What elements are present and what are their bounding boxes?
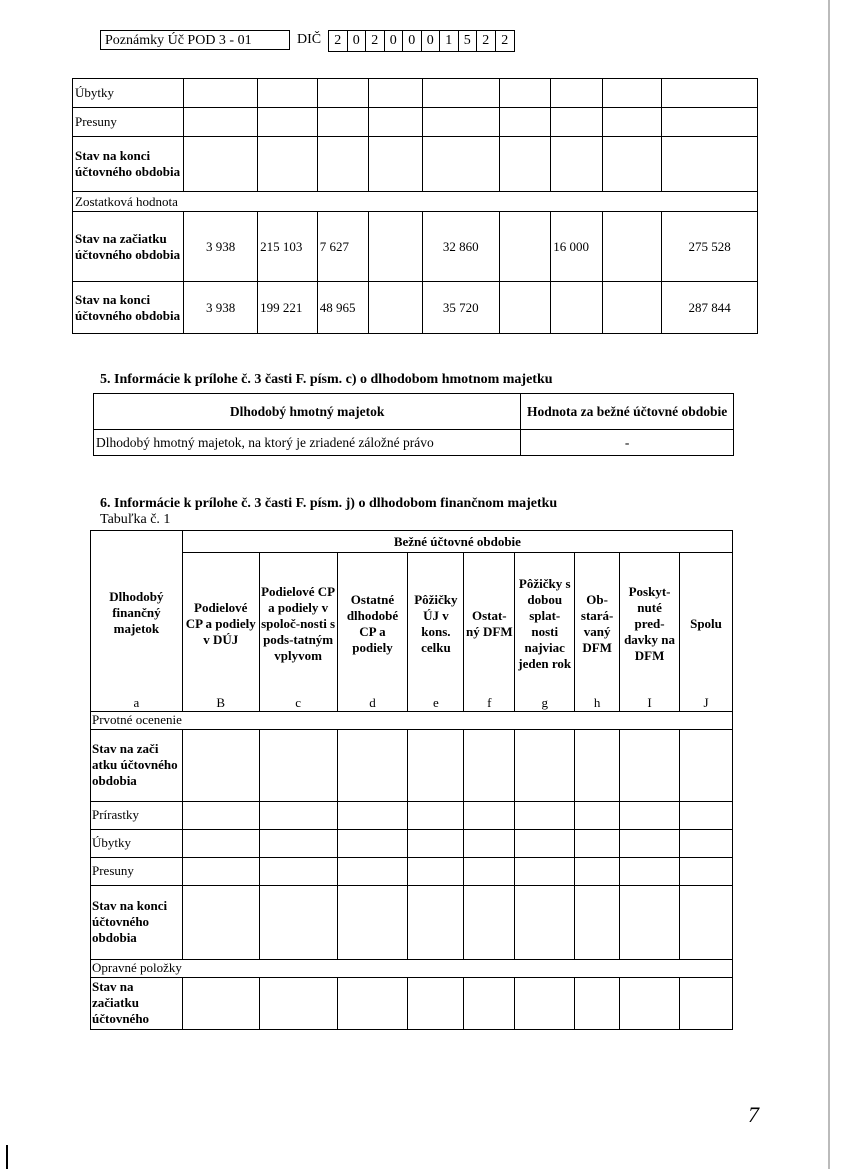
cell-value: 199 221 bbox=[258, 282, 318, 334]
period-header: Bežné účtovné obdobie bbox=[182, 531, 732, 553]
column-header: Ob-stará-vaný DFM bbox=[575, 553, 620, 695]
dic-digit: 5 bbox=[459, 31, 478, 51]
column-header: Ostatné dlhodobé CP a podiely bbox=[337, 553, 408, 695]
section5-title: 5. Informácie k prílohe č. 3 časti F. písm. c) o dlhodobom hmotnom majetku bbox=[100, 372, 553, 387]
column-letter: a bbox=[91, 695, 183, 712]
tangible-assets-table bbox=[93, 393, 734, 456]
column-header: Podielové CP a podiely v spoloč-nosti s pods-tatným vplyvom bbox=[259, 553, 337, 695]
scan-edge bbox=[6, 1145, 8, 1169]
dic-digit: 1 bbox=[440, 31, 459, 51]
row-label: Prírastky bbox=[91, 801, 183, 829]
cell-value: 35 720 bbox=[422, 282, 499, 334]
row-label: Úbytky bbox=[91, 829, 183, 857]
column-letter: d bbox=[337, 695, 408, 712]
column-letter: f bbox=[464, 695, 515, 712]
cell-value: 287 844 bbox=[662, 282, 758, 334]
col-header: Hodnota za bežné účtovné obdobie bbox=[521, 394, 734, 430]
row-label: Stav na začiatku účtovného bbox=[91, 977, 183, 1029]
column-header: Poskyt-nuté pred-davky na DFM bbox=[620, 553, 680, 695]
row-value: - bbox=[521, 430, 734, 456]
column-letter: J bbox=[680, 695, 733, 712]
row-label: Stav na konci účtovného obdobia bbox=[91, 885, 183, 959]
dic-digit: 0 bbox=[385, 31, 404, 51]
dic-digits bbox=[328, 30, 515, 52]
financial-assets-table bbox=[90, 530, 733, 1030]
row-label: Stav na konci účtovného obdobia bbox=[73, 137, 184, 192]
cell-value: 32 860 bbox=[422, 212, 499, 282]
row-label: Presuny bbox=[73, 108, 184, 137]
cell-value: 3 938 bbox=[184, 282, 258, 334]
section-label: Prvotné ocenenie bbox=[91, 711, 733, 729]
column-header: Pôžičky s dobou splat-nosti najviac jeden rok bbox=[515, 553, 575, 695]
cell-value: 48 965 bbox=[317, 282, 368, 334]
row-label: Stav na zači atku účtovného obdobia bbox=[91, 729, 183, 801]
column-letter: B bbox=[182, 695, 259, 712]
dic-digit: 2 bbox=[329, 31, 348, 51]
column-header: Pôžičky ÚJ v kons. celku bbox=[408, 553, 464, 695]
column-header: Ostat-ný DFM bbox=[464, 553, 515, 695]
dic-digit: 2 bbox=[501, 33, 509, 48]
column-letter: I bbox=[620, 695, 680, 712]
column-letter: h bbox=[575, 695, 620, 712]
cell-value: 3 938 bbox=[184, 212, 258, 282]
table-subtitle: Tabuľka č. 1 bbox=[100, 512, 171, 527]
form-label: Poznámky Úč POD 3 - 01 bbox=[100, 30, 290, 50]
dic-digit: 0 bbox=[348, 31, 367, 51]
col-header: Dlhodobý hmotný majetok bbox=[94, 394, 521, 430]
column-letter: c bbox=[259, 695, 337, 712]
cell-value: 275 528 bbox=[662, 212, 758, 282]
cell-value: 16 000 bbox=[551, 212, 602, 282]
row-label: Stav na konci účtovného obdobia bbox=[73, 282, 184, 334]
row-label: Dlhodobý hmotný majetok, na ktorý je zriadené záložné právo bbox=[94, 430, 521, 456]
dic-digit: 2 bbox=[477, 31, 496, 51]
row-label: Stav na začiatku účtovného obdobia bbox=[73, 212, 184, 282]
dic-label: DIČ bbox=[297, 32, 322, 47]
row-header: Dlhodobý finančný majetok bbox=[91, 531, 183, 695]
row-label: Úbytky bbox=[73, 79, 184, 108]
dic-digit: 2 bbox=[366, 31, 385, 51]
column-letter: e bbox=[408, 695, 464, 712]
column-letter: g bbox=[515, 695, 575, 712]
scan-edge bbox=[828, 0, 830, 1169]
section-label: Zostatková hodnota bbox=[73, 192, 758, 212]
column-header: Podielové CP a podiely v DÚJ bbox=[182, 553, 259, 695]
dic-digit: 0 bbox=[403, 31, 422, 51]
section-label: Opravné položky bbox=[91, 959, 733, 977]
cell-value: 7 627 bbox=[317, 212, 368, 282]
page-number: 7 bbox=[748, 1102, 759, 1127]
section6-title: 6. Informácie k prílohe č. 3 časti F. písm. j) o dlhodobom finančnom majetku bbox=[100, 496, 558, 511]
row-label: Presuny bbox=[91, 857, 183, 885]
cell-value: 215 103 bbox=[258, 212, 318, 282]
dic-digit: 0 bbox=[422, 31, 441, 51]
column-header: Spolu bbox=[680, 553, 733, 695]
fixed-assets-table bbox=[72, 78, 758, 334]
